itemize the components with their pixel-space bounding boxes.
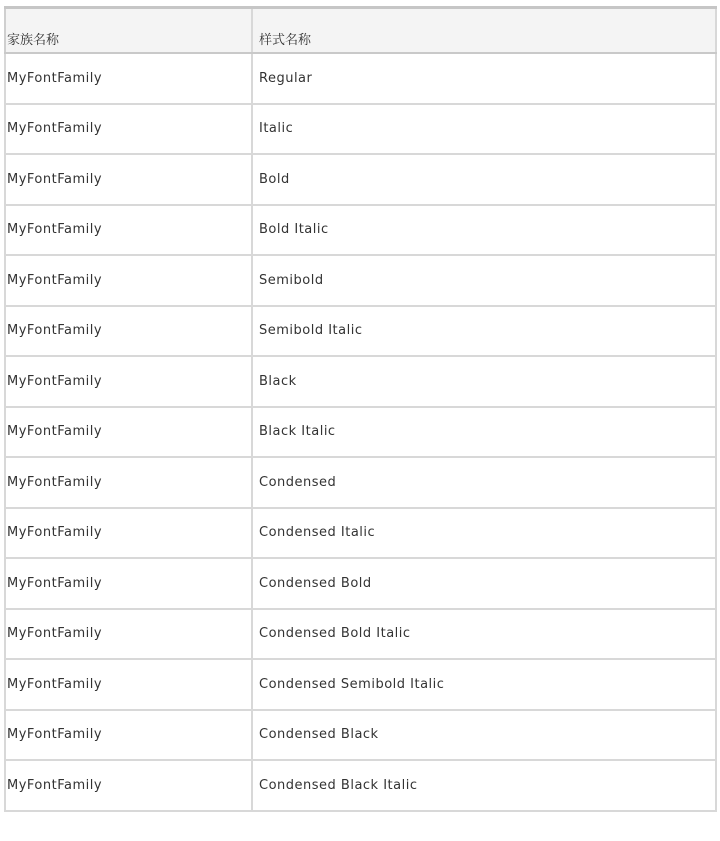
table-row bbox=[5, 457, 716, 508]
column-header-style: 样式名称 bbox=[252, 8, 716, 54]
table-row bbox=[5, 609, 716, 660]
table-row bbox=[5, 659, 716, 710]
family-cell: MyFontFamily bbox=[5, 457, 252, 508]
style-cell: Italic bbox=[252, 104, 716, 155]
table-row bbox=[5, 205, 716, 256]
style-cell: Black bbox=[252, 356, 716, 407]
style-cell: Condensed Italic bbox=[252, 508, 716, 559]
family-cell: MyFontFamily bbox=[5, 710, 252, 761]
style-cell: Bold bbox=[252, 154, 716, 205]
table-header-row bbox=[5, 8, 716, 54]
font-family-table bbox=[4, 6, 717, 812]
family-cell: MyFontFamily bbox=[5, 356, 252, 407]
style-cell: Black Italic bbox=[252, 407, 716, 458]
family-cell: MyFontFamily bbox=[5, 104, 252, 155]
column-header-family: 家族名称 bbox=[5, 8, 252, 54]
style-cell: Condensed Bold Italic bbox=[252, 609, 716, 660]
family-cell: MyFontFamily bbox=[5, 53, 252, 104]
family-cell: MyFontFamily bbox=[5, 508, 252, 559]
table-row bbox=[5, 255, 716, 306]
style-cell: Semibold bbox=[252, 255, 716, 306]
table-row bbox=[5, 306, 716, 357]
style-cell: Bold Italic bbox=[252, 205, 716, 256]
family-cell: MyFontFamily bbox=[5, 154, 252, 205]
table-row bbox=[5, 356, 716, 407]
table-row bbox=[5, 558, 716, 609]
table-row bbox=[5, 53, 716, 104]
family-cell: MyFontFamily bbox=[5, 407, 252, 458]
style-cell: Condensed Black Italic bbox=[252, 760, 716, 811]
table-row bbox=[5, 154, 716, 205]
family-cell: MyFontFamily bbox=[5, 255, 252, 306]
style-cell: Condensed Semibold Italic bbox=[252, 659, 716, 710]
font-family-table-container bbox=[4, 6, 715, 812]
style-cell: Semibold Italic bbox=[252, 306, 716, 357]
family-cell: MyFontFamily bbox=[5, 558, 252, 609]
table-row bbox=[5, 710, 716, 761]
family-cell: MyFontFamily bbox=[5, 205, 252, 256]
family-cell: MyFontFamily bbox=[5, 306, 252, 357]
style-cell: Regular bbox=[252, 53, 716, 104]
table-body bbox=[5, 53, 716, 811]
family-cell: MyFontFamily bbox=[5, 659, 252, 710]
table-row bbox=[5, 760, 716, 811]
family-cell: MyFontFamily bbox=[5, 609, 252, 660]
family-cell: MyFontFamily bbox=[5, 760, 252, 811]
style-cell: Condensed Bold bbox=[252, 558, 716, 609]
table-row bbox=[5, 407, 716, 458]
style-cell: Condensed bbox=[252, 457, 716, 508]
table-row bbox=[5, 508, 716, 559]
table-row bbox=[5, 104, 716, 155]
style-cell: Condensed Black bbox=[252, 710, 716, 761]
